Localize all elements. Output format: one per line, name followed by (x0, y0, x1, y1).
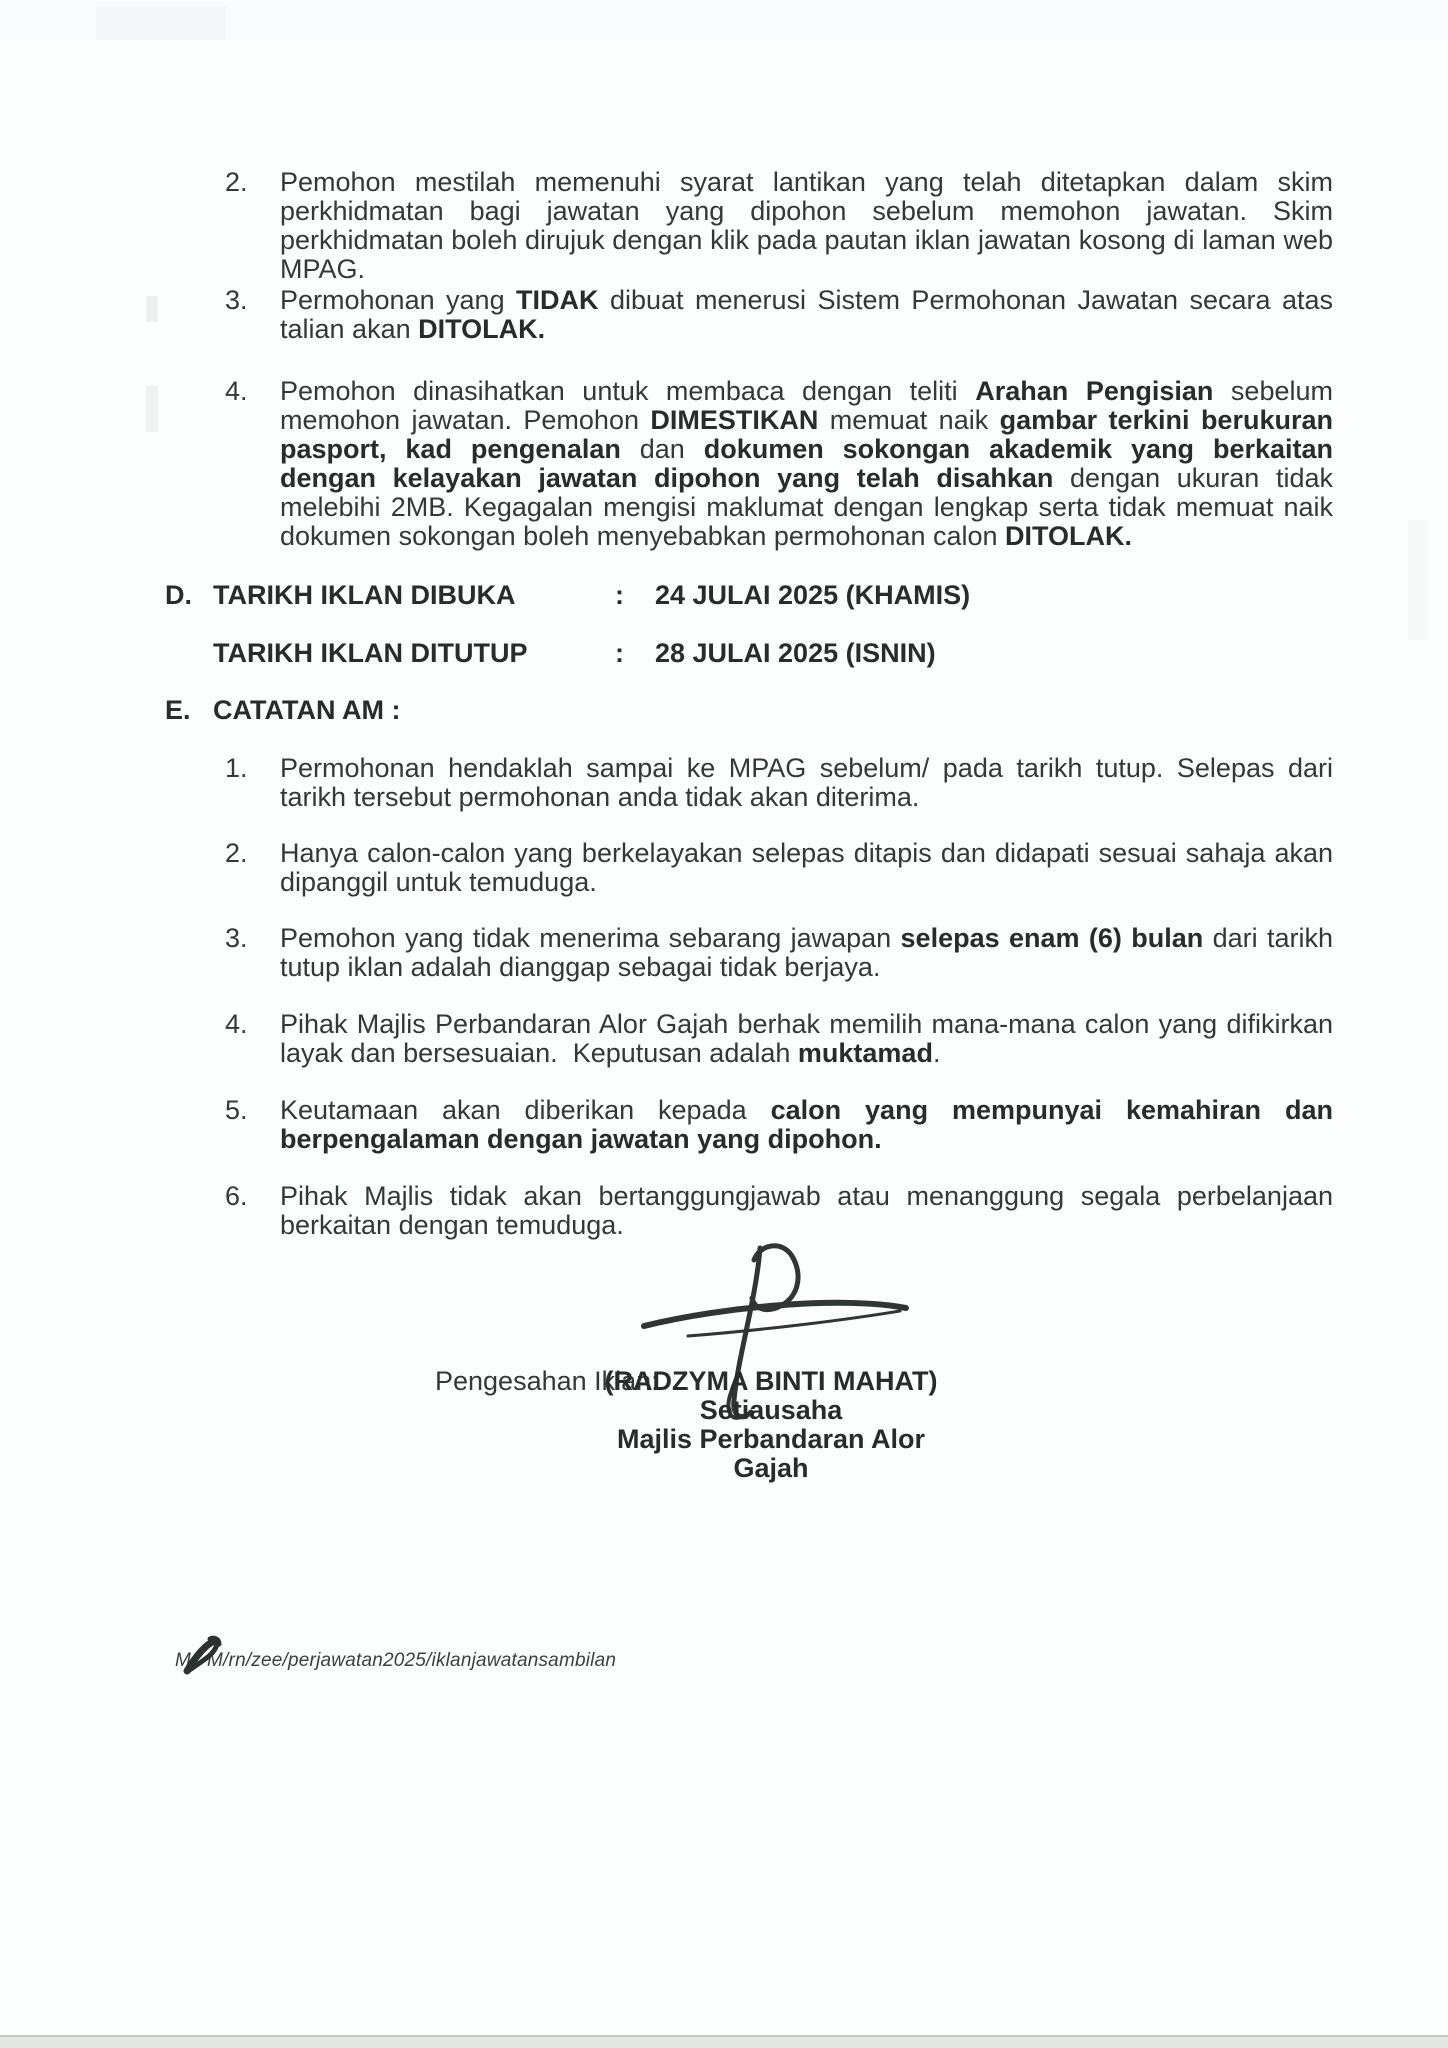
section-d-row-open-date (165, 581, 970, 610)
list-item-3 (225, 286, 1333, 344)
list-item-text: Pemohon yang tidak menerima sebarang jawapan selepas enam (6) bulan dari tarikh tutup iklan adalah dianggap sebagai tidak berjaya. (280, 923, 1333, 982)
list-item-number: 3. (225, 285, 248, 315)
signoff-role: Setiausaha (699, 1395, 843, 1425)
date-close-label: TARIKH IKLAN DITUTUP (213, 638, 528, 668)
section-e-title: CATATAN AM : (213, 695, 401, 725)
list-item-number: 3. (225, 923, 248, 953)
section-letter: E. (165, 695, 191, 725)
scan-artifact (1408, 520, 1428, 640)
section-d-row-close-date (165, 639, 936, 668)
scan-artifact (146, 386, 158, 432)
note-item-5 (225, 1096, 1333, 1154)
date-open-label: TARIKH IKLAN DIBUKA (213, 580, 516, 610)
note-item-6 (225, 1182, 1333, 1240)
list-item-text: Keutamaan akan diberikan kepada calon yang mempunyai kemahiran dan berpengalaman dengan jawatan yang dipohon. (280, 1095, 1333, 1154)
section-e-heading (165, 696, 400, 725)
list-item-text: Permohonan hendaklah sampai ke MPAG sebelum/ pada tarikh tutup. Selepas dari tarikh tersebut permohonan anda tidak akan diterima. (280, 753, 1333, 812)
signoff-block (586, 1367, 956, 1483)
note-item-3 (225, 924, 1333, 982)
list-item-number: 2. (225, 167, 248, 197)
list-item-number: 4. (225, 376, 248, 406)
list-item-number: 6. (225, 1181, 248, 1211)
note-item-4 (225, 1010, 1333, 1068)
colon: : (615, 638, 624, 668)
file-reference-prefix: M (175, 1650, 192, 1671)
signoff-name: (RADZYMA BINTI MAHAT) (604, 1366, 938, 1396)
list-item-number: 4. (225, 1009, 248, 1039)
scan-artifact (146, 296, 158, 322)
signoff-label: Pengesahan Iklan: (435, 1366, 659, 1396)
note-item-1 (225, 754, 1333, 812)
list-item-text: Pemohon mestilah memenuhi syarat lantikan yang telah ditetapkan dalam skim perkhidmatan bagi jawatan yang dipohon sebelum memohon jawatan. Skim perkhidmatan boleh dirujuk dengan klik pada pautan iklan jawatan kosong di laman web MPAG. (280, 167, 1333, 284)
date-close-value: 28 JULAI 2025 (ISNIN) (655, 638, 936, 668)
file-reference (175, 1646, 616, 1675)
file-reference-rest: M/rn/zee/perjawatan2025/iklanjawatansambilan (207, 1650, 617, 1671)
date-open-value: 24 JULAI 2025 (KHAMIS) (655, 580, 971, 610)
list-item-text: Permohonan yang TIDAK dibuat menerusi Sistem Permohonan Jawatan secara atas talian akan DITOLAK. (280, 285, 1333, 344)
list-item-number: 1. (225, 753, 248, 783)
list-item-text: Pemohon dinasihatkan untuk membaca dengan teliti Arahan Pengisian sebelum memohon jawatan. Pemohon DIMESTIKAN memuat naik gambar terkini berukuran pasport, kad pengenalan dan dokumen sokongan akademik yang berkaitan dengan kelayakan jawatan dipohon yang telah disahkan dengan ukuran tidak melebihi 2MB. Kegagalan mengisi maklumat dengan lengkap serta tidak memuat naik dokumen sokongan boleh menyebabkan permohonan calon DITOLAK. (280, 376, 1333, 551)
list-item-number: 2. (225, 838, 248, 868)
signoff-org: Majlis Perbandaran Alor Gajah (616, 1424, 926, 1483)
list-item-text: Pihak Majlis Perbandaran Alor Gajah berhak memilih mana-mana calon yang difikirkan layak dan bersesuaian. Keputusan adalah muktamad. (280, 1009, 1333, 1068)
list-item-text: Hanya calon-calon yang berkelayakan selepas ditapis dan didapati sesuai sahaja akan dipanggil untuk temuduga. (280, 838, 1333, 897)
list-item-number: 5. (225, 1095, 248, 1125)
list-item-2 (225, 168, 1333, 284)
section-letter: D. (165, 580, 192, 610)
note-item-2 (225, 839, 1333, 897)
list-item-4 (225, 377, 1333, 551)
colon: : (615, 580, 624, 610)
initial-mark (179, 1633, 229, 1681)
scan-artifact (96, 6, 226, 40)
scan-edge-band (0, 2035, 1448, 2048)
list-item-text: Pihak Majlis tidak akan bertanggungjawab atau menanggung segala perbelanjaan berkaitan dengan temuduga. (280, 1181, 1333, 1240)
scan-artifact (0, 0, 1448, 42)
